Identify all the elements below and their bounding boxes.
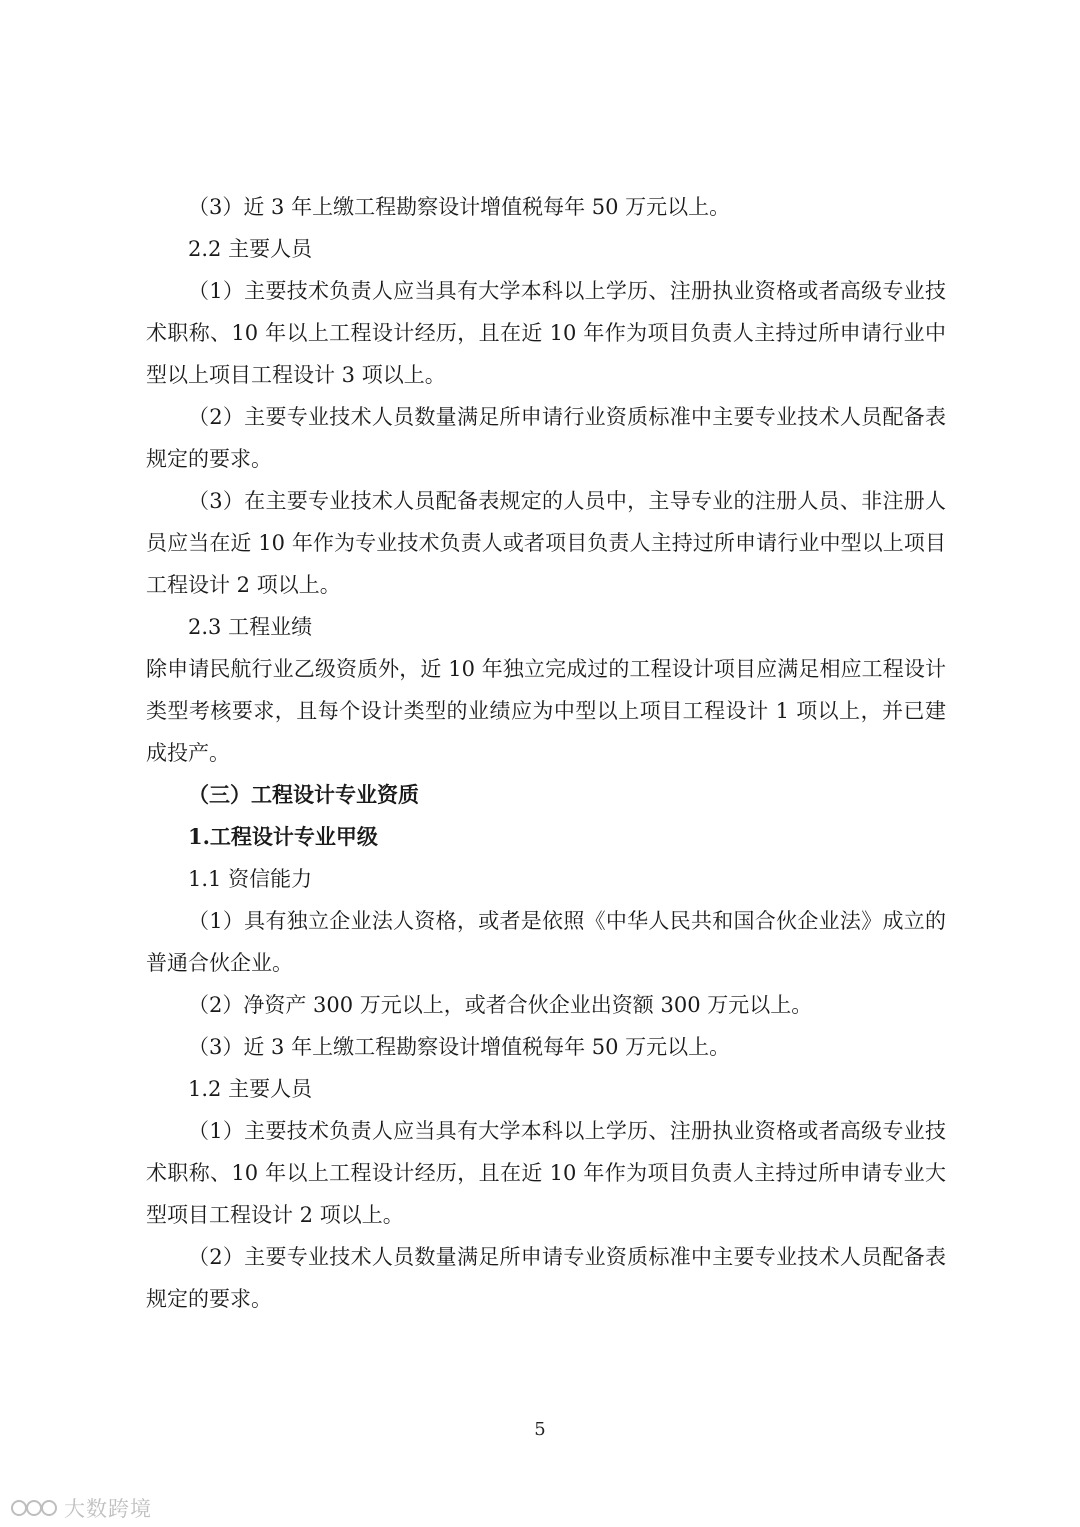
section-heading: 1.2 主要人员 (188, 1077, 313, 1101)
document-body (146, 186, 946, 1320)
paragraph: （3）近 3 年上缴工程勘察设计增值税每年 50 万元以上。 (188, 1035, 731, 1059)
paragraph: （3）在主要专业技术人员配备表规定的人员中，主导专业的注册人员、非注册人员应当在近 10 年作为专业技术负责人或者项目负责人主持过所申请行业中型以上项目工程设计 2 项以上。 (146, 489, 946, 597)
paragraph: （1）具有独立企业法人资格，或者是依照《中华人民共和国合伙企业法》成立的普通合伙企业。 (146, 909, 946, 975)
subchapter-heading: 1.工程设计专业甲级 (188, 824, 378, 849)
paragraph: （2）主要专业技术人员数量满足所申请专业资质标准中主要专业技术人员配备表规定的要求。 (146, 1245, 946, 1311)
section-heading: 2.3 工程业绩 (188, 615, 313, 639)
paragraph: 除申请民航行业乙级资质外，近 10 年独立完成过的工程设计项目应满足相应工程设计类型考核要求，且每个设计类型的业绩应为中型以上项目工程设计 1 项以上，并已建成投产。 (146, 657, 946, 765)
brand-logo-icon (10, 1496, 58, 1520)
watermark (10, 1493, 152, 1523)
paragraph: （2）主要专业技术人员数量满足所申请行业资质标准中主要专业技术人员配备表规定的要求。 (146, 405, 946, 471)
paragraph: （1）主要技术负责人应当具有大学本科以上学历、注册执业资格或者高级专业技术职称、10 年以上工程设计经历，且在近 10 年作为项目负责人主持过所申请专业大型项目工程设计 2 项以上。 (146, 1119, 946, 1227)
paragraph: （3）近 3 年上缴工程勘察设计增值税每年 50 万元以上。 (188, 195, 731, 219)
watermark-text: 大数跨境 (64, 1497, 152, 1521)
section-heading: 1.1 资信能力 (188, 867, 313, 891)
section-heading: 2.2 主要人员 (188, 237, 313, 261)
page-number: 5 (534, 1419, 546, 1440)
chapter-heading: （三）工程设计专业资质 (188, 782, 419, 807)
paragraph: （1）主要技术负责人应当具有大学本科以上学历、注册执业资格或者高级专业技术职称、10 年以上工程设计经历，且在近 10 年作为项目负责人主持过所申请行业中型以上项目工程设计 3 项以上。 (146, 279, 946, 387)
paragraph: （2）净资产 300 万元以上，或者合伙企业出资额 300 万元以上。 (188, 993, 813, 1017)
